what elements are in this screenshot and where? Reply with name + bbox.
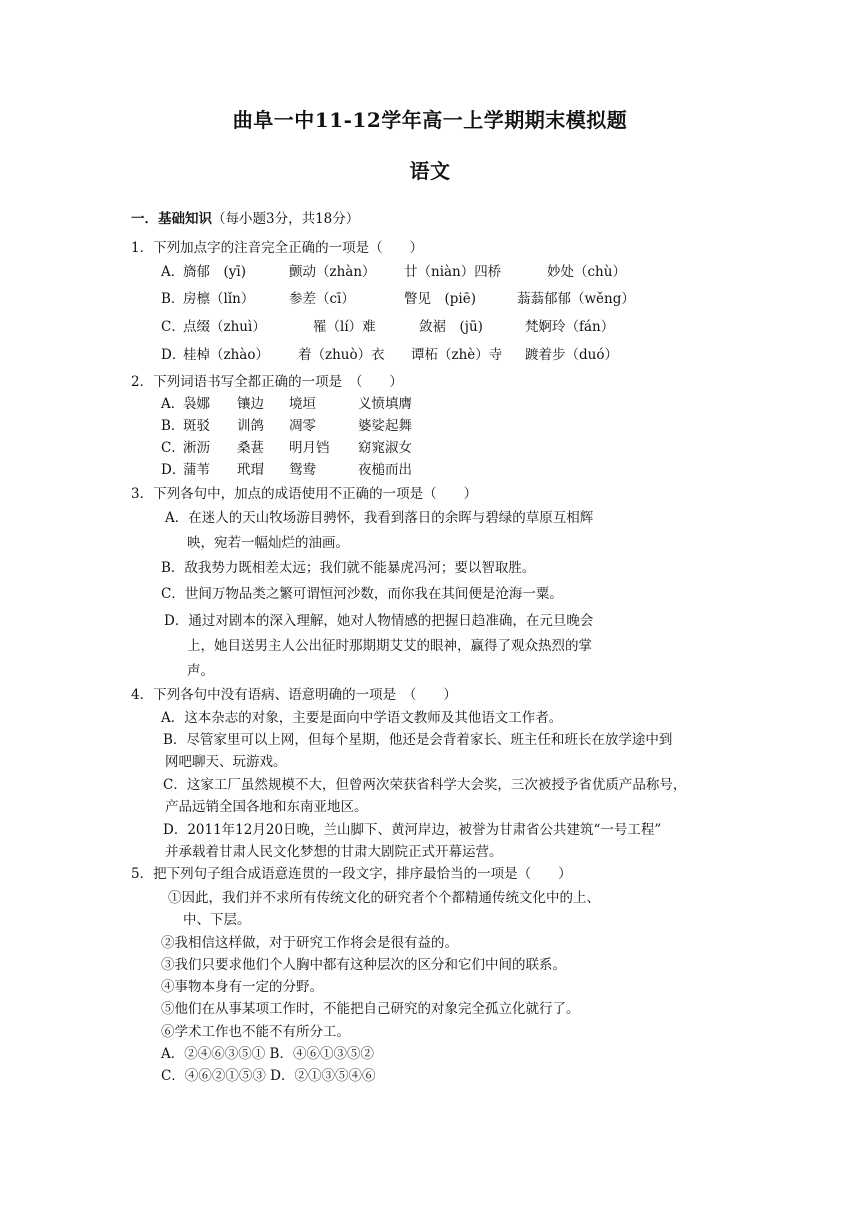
q2-option-label: A．: [161, 396, 185, 412]
q1-option-item: 着（zhuò）衣: [298, 347, 385, 363]
q2-option-item: 桑葚: [237, 440, 264, 456]
q5-sentence-3: ③我们只要求他们个人胸中都有这种层次的区分和它们中间的联系。: [161, 957, 566, 973]
q2-option-label: D．: [161, 462, 186, 478]
q2-option-item: 玳瑁: [237, 462, 264, 478]
q1-option-item: 妙处（chù）: [547, 264, 626, 280]
q4-option-b-line2: 网吧聊天、玩游戏。: [165, 754, 287, 770]
q1-option-label: B．: [161, 291, 185, 307]
q4-stem: 4．下列各句中没有语病、语意明确的一项是 （ ）: [131, 687, 457, 703]
q4-option-b-line1: B．尽管家里可以上网，但每个星期，他还是会背着家长、班主任和班长在放学途中到: [163, 732, 673, 748]
q2-option-item: 凋零: [289, 418, 316, 434]
q2-option-item: 义愤填膺: [358, 396, 412, 412]
q4-option-c-line1: C．这家工厂虽然规模不大，但曾两次荣获省科学大会奖，三次被授予省优质产品称号，: [163, 777, 687, 793]
q3-option-c: C．世间万物品类之繁可谓恒河沙数，而你我在其间便是沧海一粟。: [161, 586, 563, 602]
q4-option-a: A．这本杂志的对象，主要是面向中学语文教师及其他语文工作者。: [161, 710, 563, 726]
q1-option-item: 敛裾 (jū): [419, 319, 483, 335]
q5-sentence-6: ⑥学术工作也不能不有所分工。: [161, 1024, 350, 1040]
q5-sentence-5: ⑤他们在从事某项工作时，不能把自己研究的对象完全孤立化就行了。: [161, 1001, 580, 1017]
q4-option-d-line2: 并承载着甘肃人民文化梦想的甘肃大剧院正式开幕运营。: [165, 844, 503, 860]
q1-option-label: A．: [161, 264, 185, 280]
exam-title: 曲阜一中11-12学年高一上学期期末模拟题: [232, 108, 628, 132]
q1-option-item: 罹（lí）难: [313, 319, 376, 335]
q2-option-item: 境垣: [289, 396, 316, 412]
q5-sentence-2: ②我相信这样做，对于研究工作将会是很有益的。: [161, 935, 458, 951]
q3-option-a-line1: A．在迷人的天山牧场游目骋怀，我看到落日的余晖与碧绿的草原互相辉: [165, 510, 594, 526]
q3-option-b: B．敌我势力既相差太远；我们就不能暴虎冯河；要以智取胜。: [161, 560, 536, 576]
q2-option-item: 蒲苇: [183, 462, 210, 478]
q2-option-item: 镶边: [237, 396, 264, 412]
q1-option-item: 瞥见 (piē): [404, 291, 476, 307]
q1-option-item: 廿（niàn）四桥: [404, 264, 502, 280]
section-heading-note: （每小题3分，共18分）: [212, 211, 360, 227]
q2-option-item: 婆娑起舞: [358, 418, 412, 434]
section-heading: [131, 210, 359, 228]
q1-option-item: 房檩（lǐn）: [183, 291, 255, 307]
q4-option-d-line1: D．2011年12月20日晚，兰山脚下、黄河岸边，被誉为甘肃省公共建筑“一号工程”: [163, 822, 662, 838]
q1-option-item: 颤动（zhàn）: [289, 264, 376, 280]
q2-stem: 2．下列词语书写全都正确的一项是 （ ）: [131, 374, 403, 390]
q3-option-d-line1: D．通过对剧本的深入理解，她对人物情感的把握日趋准确，在元旦晚会: [164, 613, 594, 629]
q1-option-item: 踱着步（duó）: [525, 347, 618, 363]
q1-option-label: C．: [161, 319, 185, 335]
q3-option-d-line2: 上，她目送男主人公出征时那期期艾艾的眼神，赢得了观众热烈的掌: [187, 638, 592, 654]
q2-option-label: B．: [161, 418, 185, 434]
q2-option-item: 斑驳: [183, 418, 210, 434]
q2-option-label: C．: [161, 440, 185, 456]
q2-option-item: 袅娜: [183, 396, 210, 412]
q1-option-item: 桂棹（zhào）: [183, 347, 269, 363]
exam-subject: 语文: [409, 159, 451, 183]
q5-sentence-1-line1: ①因此，我们并不求所有传统文化的研究者个个都精通传统文化中的上、: [168, 890, 600, 906]
q2-option-item: 训鸽: [237, 418, 264, 434]
q3-option-a-line2: 映，宛若一幅灿烂的油画。: [187, 535, 349, 551]
q3-stem: 3．下列各句中，加点的成语使用不正确的一项是（ ）: [131, 486, 478, 502]
q5-options-row-1: A．②④⑥③⑤① B．④⑥①③⑤②: [161, 1046, 374, 1062]
section-heading-label: 一．基础知识: [131, 211, 212, 227]
q1-option-item: 点缀（zhuì）: [183, 319, 266, 335]
q1-option-item: 蓊蓊郁郁（wěng）: [517, 291, 635, 307]
q1-option-label: D．: [161, 347, 186, 363]
q1-stem: 1．下列加点字的注音完全正确的一项是（ ）: [131, 240, 424, 256]
q4-option-c-line2: 产品远销全国各地和东南亚地区。: [165, 799, 368, 815]
q1-option-item: 梵婀玲（fán）: [525, 319, 615, 335]
q2-option-item: 夜槌而出: [358, 462, 412, 478]
q2-option-item: 鸳鸯: [289, 462, 316, 478]
q2-option-item: 淅沥: [183, 440, 210, 456]
q1-option-item: 旖郁 (yī): [183, 264, 246, 280]
q5-options-row-2: C．④⑥②①⑤③ D．②①③⑤④⑥: [161, 1068, 376, 1084]
q5-stem: 5．把下列句子组合成语意连贯的一段文字，排序最恰当的一项是（ ）: [131, 866, 572, 882]
q5-sentence-1-line2: 中、下层。: [183, 912, 251, 928]
q1-option-item: 谭柘（zhè）寺: [411, 347, 503, 363]
q3-option-d-line3: 声。: [187, 663, 214, 679]
q2-option-item: 明月铛: [289, 440, 330, 456]
q2-option-item: 窈窕淑女: [358, 440, 412, 456]
q1-option-item: 参差（cī）: [289, 291, 355, 307]
q5-sentence-4: ④事物本身有一定的分野。: [161, 979, 323, 995]
